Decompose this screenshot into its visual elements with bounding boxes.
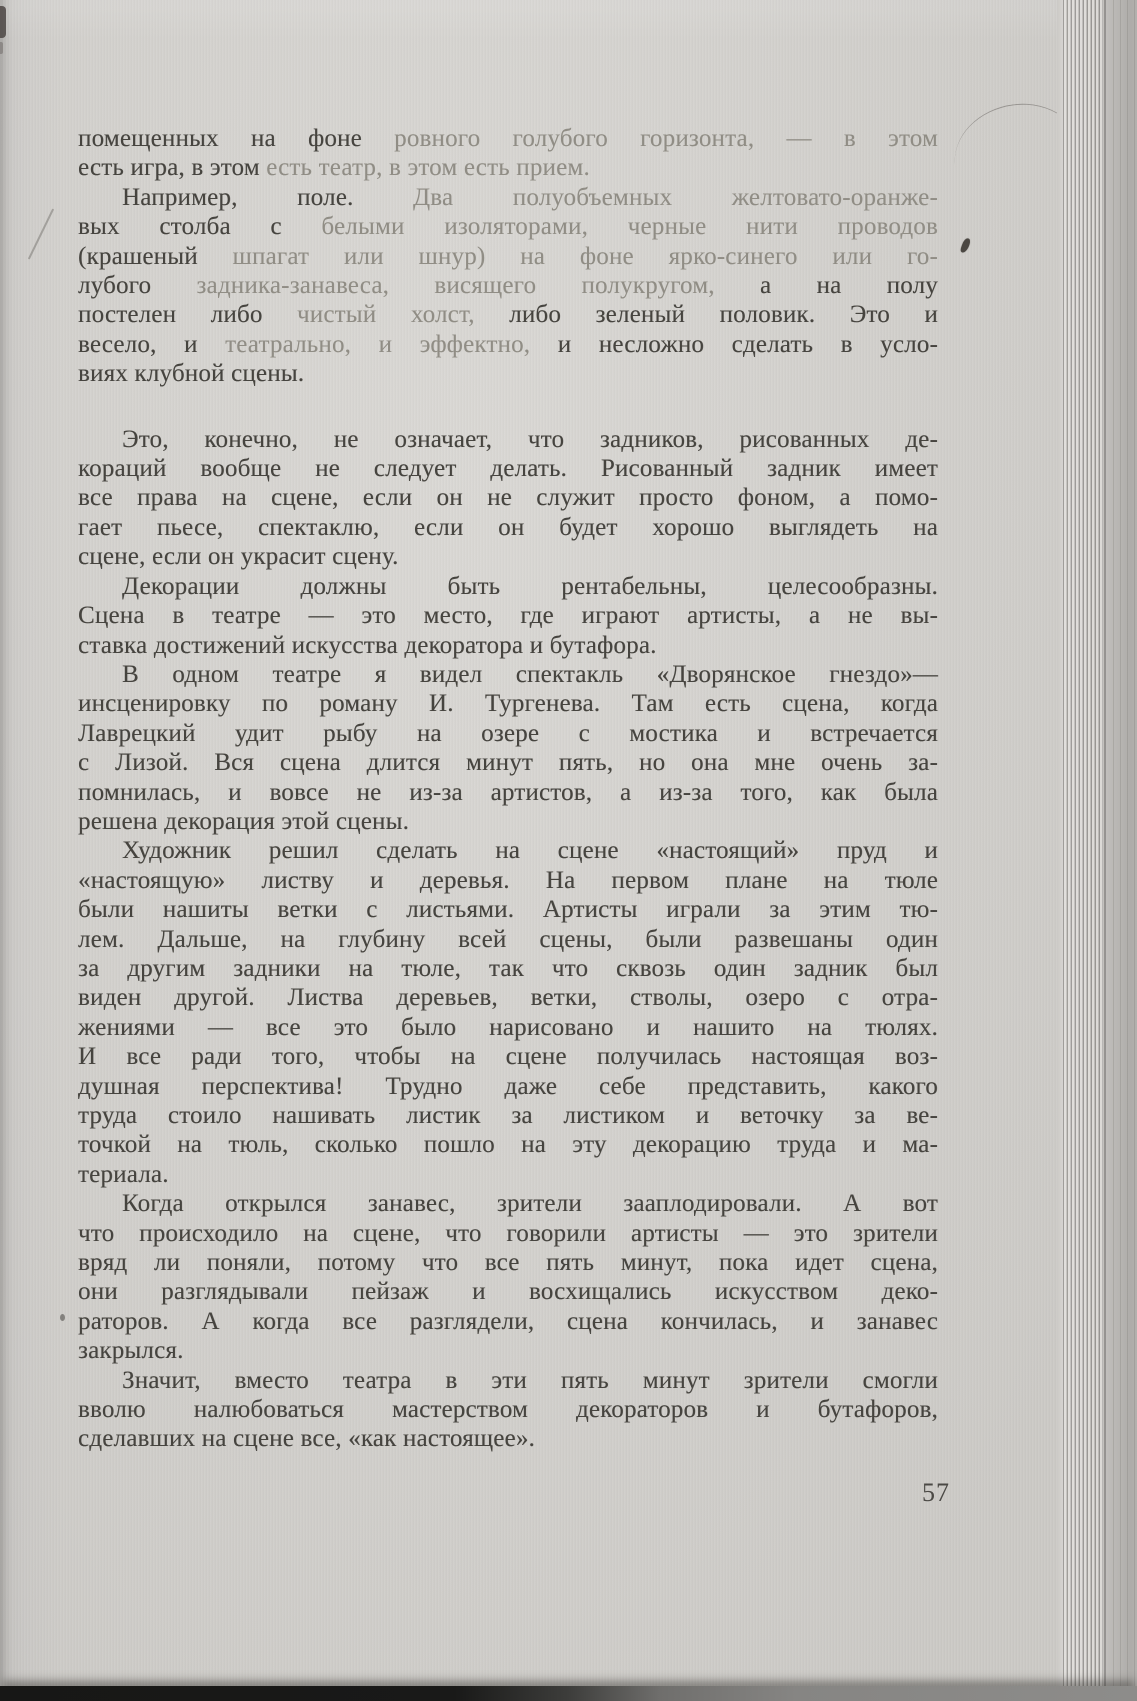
text-line [78, 631, 938, 660]
print-text: «настоящую» листву и деревья. На первом плане на тюле [78, 866, 938, 894]
faded-print-text: театрально, и эффектно, [225, 330, 531, 358]
print-text: В одном театре я видел спектакль «Дворянское гнездо»— [122, 660, 938, 688]
text-line [78, 660, 938, 689]
text-line [78, 1101, 938, 1130]
text-line [78, 866, 938, 895]
print-text: Сцена в театре — это место, где играют артисты, а не вы- [78, 602, 938, 630]
text-line [78, 1189, 938, 1218]
text-line [78, 954, 938, 983]
body-text [78, 124, 938, 1454]
text-line [78, 1042, 938, 1071]
text-line [78, 895, 938, 924]
print-text: за другим задники на тюле, так что сквозь один задник был [78, 954, 938, 982]
faded-print-text: шпагат или шнур) на фоне ярко-синего или го- [232, 242, 939, 270]
text-line [78, 271, 938, 300]
print-text: (крашеный [78, 242, 233, 270]
text-line [78, 1307, 938, 1336]
text-line [78, 242, 938, 271]
margin-pen-mark [960, 237, 971, 253]
text-line [78, 778, 938, 807]
text-line [78, 1395, 938, 1424]
page-edges-outer [1113, 0, 1137, 1701]
paragraph [78, 425, 938, 572]
faded-print-text: чистый холст, [297, 301, 475, 329]
print-text: териала. [78, 1160, 169, 1188]
print-text: вряд ли поняли, потому что все пять минут, пока идет сцена, [78, 1249, 938, 1277]
print-text: Художник решил сделать на сцене «настоящий» пруд и [122, 837, 938, 865]
print-text: и несложно сделать в усло- [530, 330, 939, 358]
text-line [78, 983, 938, 1012]
paragraph [78, 1189, 938, 1365]
text-line [78, 124, 938, 153]
print-text: сцене, если он украсит сцену. [78, 543, 399, 571]
text-line [78, 1366, 938, 1395]
text-line [78, 153, 938, 182]
print-text: виях клубной сцены. [78, 360, 305, 388]
text-line [78, 513, 938, 542]
print-text: вволю налюбоваться мастерством декораторов и бутафоров, [78, 1396, 938, 1424]
text-line [78, 925, 938, 954]
print-text: вых столба с [78, 213, 322, 241]
text-line [78, 572, 938, 601]
print-text: виден другой. Листва деревьев, ветки, стволы, озеро с отра- [78, 984, 938, 1012]
faded-print-text: белыми изоляторами, черные нити проводов [321, 213, 939, 241]
page-edges-lines [1063, 0, 1103, 1701]
text-line [78, 330, 938, 359]
text-line [78, 1219, 938, 1248]
scan-corner-artifact [0, 42, 3, 54]
print-text: весело, и [78, 330, 226, 358]
paragraph [78, 124, 938, 183]
print-text: все права на сцене, если он не служит просто фоном, а помо- [78, 484, 938, 512]
print-text: точкой на тюль, сколько пошло на эту декорацию труда и ма- [78, 1131, 938, 1159]
page-edge-line [1104, 0, 1106, 1701]
paragraph [78, 836, 938, 1189]
faded-print-text: ровного голубого горизонта, — в этом [394, 125, 939, 152]
print-text: гает пьесе, спектаклю, если он будет хорошо выглядеть на [78, 513, 938, 541]
print-text: раторов. А когда все разглядели, сцена кончилась, и занавес [78, 1307, 938, 1335]
text-line [78, 1248, 938, 1277]
print-text: Например, поле. [122, 183, 414, 211]
print-text: ставка достижений искусства декоратора и бутафора. [78, 631, 657, 659]
print-text: есть игра, в этом [78, 154, 267, 182]
print-text: лубого [78, 272, 197, 300]
print-text: с Лизой. Вся сцена длится минут пять, но она мне очень за- [78, 749, 938, 777]
print-text: Когда открылся занавес, зрители зааплодировали. А вот [122, 1190, 938, 1218]
text-line [78, 1160, 938, 1189]
scan-bottom-edge [0, 1686, 1137, 1701]
faded-print-text: Два полуобъемных желтовато-оранже- [413, 183, 938, 211]
text-line [78, 300, 938, 329]
crease-mark [28, 208, 54, 259]
print-text: а на полу [714, 272, 938, 300]
print-text: лем. Дальше, на глубину всей сцены, были развешаны один [78, 925, 938, 953]
print-text: они разглядывали пейзаж и восхищались искусством деко- [78, 1278, 938, 1306]
text-line [78, 212, 938, 241]
text-line [78, 719, 938, 748]
text-line [78, 359, 938, 388]
faded-print-text: задника-занавеса, висящего полукругом, [196, 272, 715, 300]
print-text: Значит, вместо театра в эти пять минут зрители смогли [122, 1366, 938, 1394]
text-line [78, 1424, 938, 1453]
paragraph [78, 183, 938, 389]
text-line [78, 454, 938, 483]
book-fore-edge [1057, 0, 1137, 1701]
print-text: инсценировку по роману И. Тургенева. Там есть сцена, когда [78, 690, 938, 718]
print-text: Это, конечно, не означает, что задников, рисованных де- [122, 425, 938, 453]
print-text: душная перспектива! Трудно даже себе представить, какого [78, 1072, 938, 1100]
text-line [78, 601, 938, 630]
text-line [78, 689, 938, 718]
print-text: труда стоило нашивать листик за листиком и веточку за ве- [78, 1102, 938, 1129]
faded-print-text: есть театр, в этом есть прием. [266, 154, 590, 182]
paragraph [78, 660, 938, 836]
print-text: что происходило на сцене, что говорили артисты — это зрители [78, 1219, 938, 1247]
text-line [78, 1013, 938, 1042]
text-line [78, 483, 938, 512]
print-text: Декорации должны быть рентабельны, целесообразны. [122, 572, 938, 600]
paragraph [78, 572, 938, 660]
print-text: постелен либо [78, 301, 298, 329]
paragraph [78, 1366, 938, 1454]
text-line [78, 183, 938, 212]
scan-corner-artifact [0, 6, 6, 38]
print-text: закрылся. [78, 1337, 184, 1365]
text-line [78, 1072, 938, 1101]
print-text: помнилась, и вовсе не из-за артистов, а из-за того, как была [78, 778, 938, 806]
text-line [78, 748, 938, 777]
print-text: жениями — все это было нарисовано и нашито на тюлях. [78, 1013, 938, 1041]
text-line [78, 425, 938, 454]
print-text: были нашиты ветки с листьями. Артисты играли за этим тю- [78, 896, 938, 924]
text-line [78, 542, 938, 571]
text-line [78, 836, 938, 865]
print-text: либо зеленый половик. Это и [474, 301, 938, 329]
print-text: Лаврецкий удит рыбу на озере с мостика и встречается [78, 719, 938, 747]
print-text: решена декорация этой сцены. [78, 807, 410, 835]
text-line [78, 1130, 938, 1159]
text-line [78, 807, 938, 836]
print-text: сделавших на сцене все, «как настоящее». [78, 1425, 535, 1453]
print-text: кораций вообще не следует делать. Рисованный задник имеет [78, 455, 938, 483]
text-line [78, 1336, 938, 1365]
text-line [78, 1277, 938, 1306]
paper-speck [60, 1314, 65, 1321]
print-text: помещенных на фоне [78, 125, 395, 152]
print-text: И все ради того, чтобы на сцене получилась настоящая воз- [78, 1043, 938, 1071]
page-number: 57 [922, 1478, 950, 1507]
